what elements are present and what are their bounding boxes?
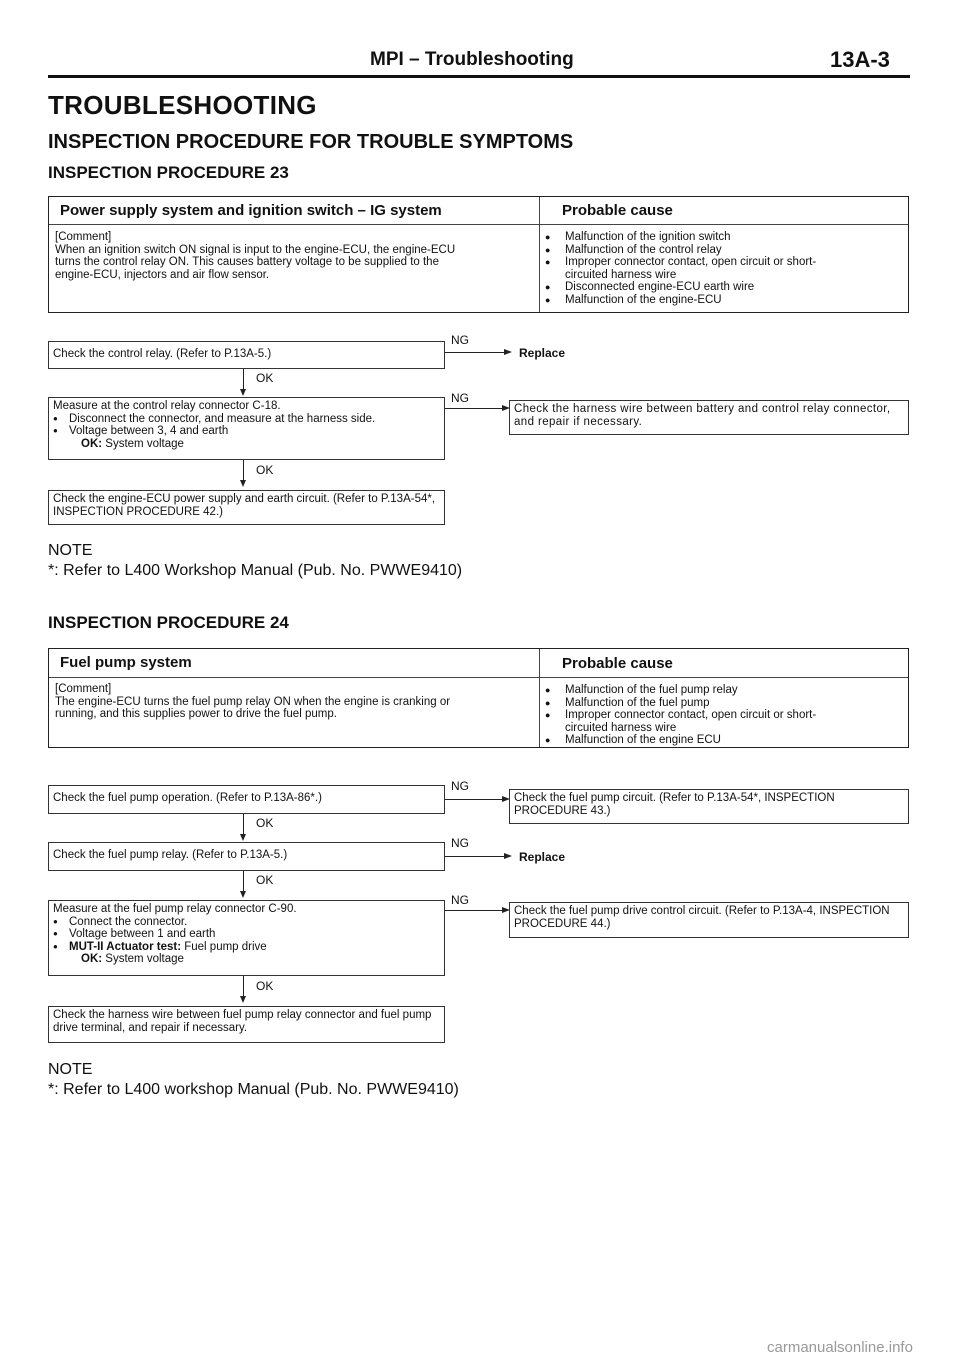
list-item: ● Voltage between 1 and earth — [53, 928, 440, 941]
list-item: ● Disconnected engine-ECU earth wire — [545, 281, 905, 294]
arrow-down-icon — [240, 834, 246, 841]
watermark: carmanualsonline.info — [767, 1339, 913, 1356]
procedure-23-heading: INSPECTION PROCEDURE 23 — [48, 163, 289, 182]
section-title: MPI – Troubleshooting — [370, 49, 574, 70]
ng-result-text: Replace — [519, 346, 566, 360]
ng-connector — [445, 352, 505, 353]
list-item: ● Connect the connector. — [53, 916, 440, 929]
ng-result-box: Check the harness wire between battery and control relay connector, and repair if necessary. — [509, 400, 909, 435]
table-symptom-header: Fuel pump system — [60, 654, 192, 671]
list-item: ● Voltage between 3, 4 and earth — [53, 425, 440, 438]
mut-value: Fuel pump drive — [181, 940, 267, 953]
ok-connector — [243, 976, 244, 997]
list-item — [53, 941, 440, 954]
flow-step-box: Check the fuel pump operation. (Refer to P.13A-86*.) — [48, 785, 445, 814]
ng-label: NG — [451, 333, 469, 347]
flow-step-text: Measure at the control relay connector C-18. — [53, 400, 281, 412]
note-title: NOTE — [48, 542, 93, 559]
procedure-24-heading: INSPECTION PROCEDURE 24 — [48, 613, 289, 632]
flow-step-list — [53, 413, 440, 438]
procedure-23-table — [48, 196, 909, 313]
ok-label: OK — [256, 979, 274, 993]
arrow-right-icon — [504, 349, 512, 355]
ok-label: OK — [256, 371, 274, 385]
ok-label: OK — [256, 873, 274, 887]
note — [48, 1060, 459, 1100]
page-number: 13A-3 — [830, 47, 890, 72]
note — [48, 541, 462, 581]
ok-connector — [243, 814, 244, 835]
list-item: ● Disconnect the connector, and measure at the harness side. — [53, 413, 440, 426]
ng-result-box: Check the fuel pump circuit. (Refer to P.13A-54*, INSPECTION PROCEDURE 43.) — [509, 789, 909, 824]
ng-connector — [445, 856, 505, 857]
note-text: *: Refer to L400 Workshop Manual (Pub. No. PWWE9410) — [48, 562, 463, 579]
arrow-right-icon — [504, 853, 512, 859]
list-item: ● Malfunction of the fuel pump relay — [545, 684, 905, 697]
list-item: ● Malfunction of the engine ECU — [545, 734, 905, 747]
flow-step-box: Check the control relay. (Refer to P.13A-5.) — [48, 341, 445, 369]
probable-cause-list — [545, 231, 905, 306]
probable-cause-list — [545, 684, 905, 747]
list-item: ● Malfunction of the control relay — [545, 244, 905, 257]
flow-step-box — [48, 397, 445, 460]
ok-key: OK: — [81, 953, 103, 965]
arrow-down-icon — [240, 996, 246, 1003]
ok-label: OK — [256, 463, 274, 477]
list-item: ● Malfunction of the fuel pump — [545, 697, 905, 710]
list-item: ● Malfunction of the ignition switch — [545, 231, 905, 244]
ok-criterion — [53, 953, 440, 966]
ng-result-box: Check the fuel pump drive control circuit. (Refer to P.13A-4, INSPECTION PROCEDURE 44.) — [509, 902, 909, 938]
list-item: ● Improper connector contact, open circuit or short- circuited harness wire — [545, 709, 905, 734]
note-text: *: Refer to L400 workshop Manual (Pub. No. PWWE9410) — [48, 1081, 459, 1098]
flow-step-list — [53, 916, 440, 954]
page-title: TROUBLESHOOTING — [48, 90, 317, 120]
note-title: NOTE — [48, 1061, 93, 1078]
header-rule — [48, 75, 910, 78]
table-comment: [Comment] When an ignition switch ON signal is input to the engine-ECU, the engine-ECU turns the control relay ON. This causes battery voltage to be supplied to the engine-ECU, injectors and air flow sensor. — [55, 231, 456, 281]
ok-connector — [243, 871, 244, 892]
mut-key: MUT-II Actuator test: — [69, 940, 182, 953]
ok-connector — [243, 460, 244, 481]
ok-label: OK — [256, 816, 274, 830]
ng-label: NG — [451, 836, 469, 850]
flow-step-box: Check the fuel pump relay. (Refer to P.13A-5.) — [48, 842, 445, 871]
ng-connector — [445, 910, 503, 911]
arrow-down-icon — [240, 389, 246, 396]
ng-result-text: Replace — [519, 850, 566, 864]
procedure-24-table — [48, 648, 909, 748]
table-symptom-header: Power supply system and ignition switch – IG system — [60, 202, 442, 219]
table-cause-header: Probable cause — [562, 655, 673, 672]
ok-criterion — [53, 438, 440, 451]
table-comment: [Comment] The engine-ECU turns the fuel pump relay ON when the engine is cranking or running, and this supplies power to drive the fuel pump. — [55, 683, 451, 720]
flow-step-box — [48, 900, 445, 976]
ng-connector — [445, 799, 503, 800]
flow-step-box: Check the harness wire between fuel pump relay connector and fuel pump drive terminal, and repair if necessary. — [48, 1006, 445, 1043]
ng-label: NG — [451, 893, 469, 907]
table-column-divider — [539, 197, 540, 312]
ok-connector — [243, 369, 244, 390]
ng-label: NG — [451, 391, 469, 405]
flow-step-text: Measure at the fuel pump relay connector C-90. — [53, 903, 297, 915]
ng-label: NG — [451, 779, 469, 793]
ok-value: System voltage — [102, 437, 184, 450]
page-subtitle: INSPECTION PROCEDURE FOR TROUBLE SYMPTOMS — [48, 131, 574, 153]
table-cause-header: Probable cause — [562, 202, 673, 219]
flow-step-box: Check the engine-ECU power supply and earth circuit. (Refer to P.13A-54*, INSPECTION PROCEDURE 42.) — [48, 490, 445, 525]
arrow-down-icon — [240, 480, 246, 487]
ok-key: OK: — [81, 437, 103, 450]
ok-value: System voltage — [102, 953, 184, 965]
list-item: ● Improper connector contact, open circuit or short- circuited harness wire — [545, 256, 905, 281]
table-column-divider — [539, 649, 540, 747]
arrow-down-icon — [240, 891, 246, 898]
list-item: ● Malfunction of the engine-ECU — [545, 294, 905, 307]
ng-connector — [445, 408, 503, 409]
